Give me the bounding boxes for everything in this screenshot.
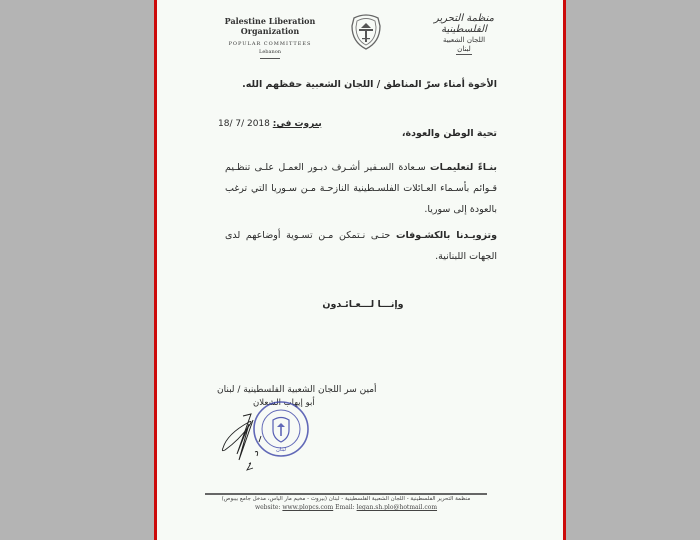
org-name-ar: منظمة التحرير الفلسطينية [433, 13, 494, 35]
paragraph-1-body: سـعادة السـفير أشـرف دبـور العمـل علـى تنظـيم قـوائم بأسـماء العـائلات الفلسـطينية النازحـة مـن سـوريا التي ترغب بالعودة إلى سوريا. [225, 162, 497, 215]
committees-ar: اللجان الشعبية [442, 36, 486, 44]
paragraph-2-lead: وتزويـدنا بالكشـوفات [395, 230, 497, 241]
country-ar: لبنان [457, 45, 471, 53]
date-label: بيروت في: [272, 119, 322, 129]
footer-divider [205, 493, 487, 495]
svg-text:لبنان: لبنان [276, 447, 286, 453]
letterhead-arabic [419, 13, 509, 55]
footer-address: منظمة التحرير الفلسطينية - اللجان الشعبية الفلسطينية - لبنان (بيروت - مخيم مار الياس، مدخل جامع بيبوص) [221, 496, 471, 502]
country-en: Lebanon [259, 49, 281, 55]
underline [456, 54, 472, 55]
handwritten-signature-icon [219, 404, 279, 474]
paragraph-1 [225, 157, 497, 220]
website-link[interactable]: www.plopcs.com [282, 504, 334, 511]
underline [260, 58, 280, 59]
footer-contact [205, 504, 487, 511]
paragraph-1-lead: بنـاءً لتعليمـات [430, 162, 497, 173]
signatory-name: أبو إيهاب الشعلان [253, 398, 315, 408]
paragraph-2-body: حتـى نـتمكن مـن تسـوية أوضاعهم لدى الجهات اللبنانية. [225, 230, 497, 262]
email-label: Email: [335, 504, 355, 511]
letter-date [218, 119, 322, 129]
paragraph-2 [225, 225, 497, 267]
org-name-en: Palestine Liberation Organization [224, 16, 316, 36]
plo-emblem-icon [350, 12, 382, 50]
letter-page [154, 0, 566, 540]
letterhead-english [215, 16, 325, 59]
signatory-title: أمين سر اللجان الشعبية الفلسطينية / لبنان [217, 385, 377, 395]
closing-line: وإنـــا لـــعـائـدون [322, 299, 404, 310]
date-value: 18/ 7/ 2018 [218, 119, 270, 129]
website-label: website: [254, 504, 281, 511]
committees-en: POPULAR COMMITTEES [228, 41, 312, 47]
greeting: تحية الوطن والعودة، [401, 128, 497, 139]
addressee: الأخوة أمناء سرّ المناطق / اللجان الشعبية حفظهم الله. [242, 79, 497, 90]
email-link[interactable]: legan.sh.plo@hotmail.com [356, 504, 438, 511]
